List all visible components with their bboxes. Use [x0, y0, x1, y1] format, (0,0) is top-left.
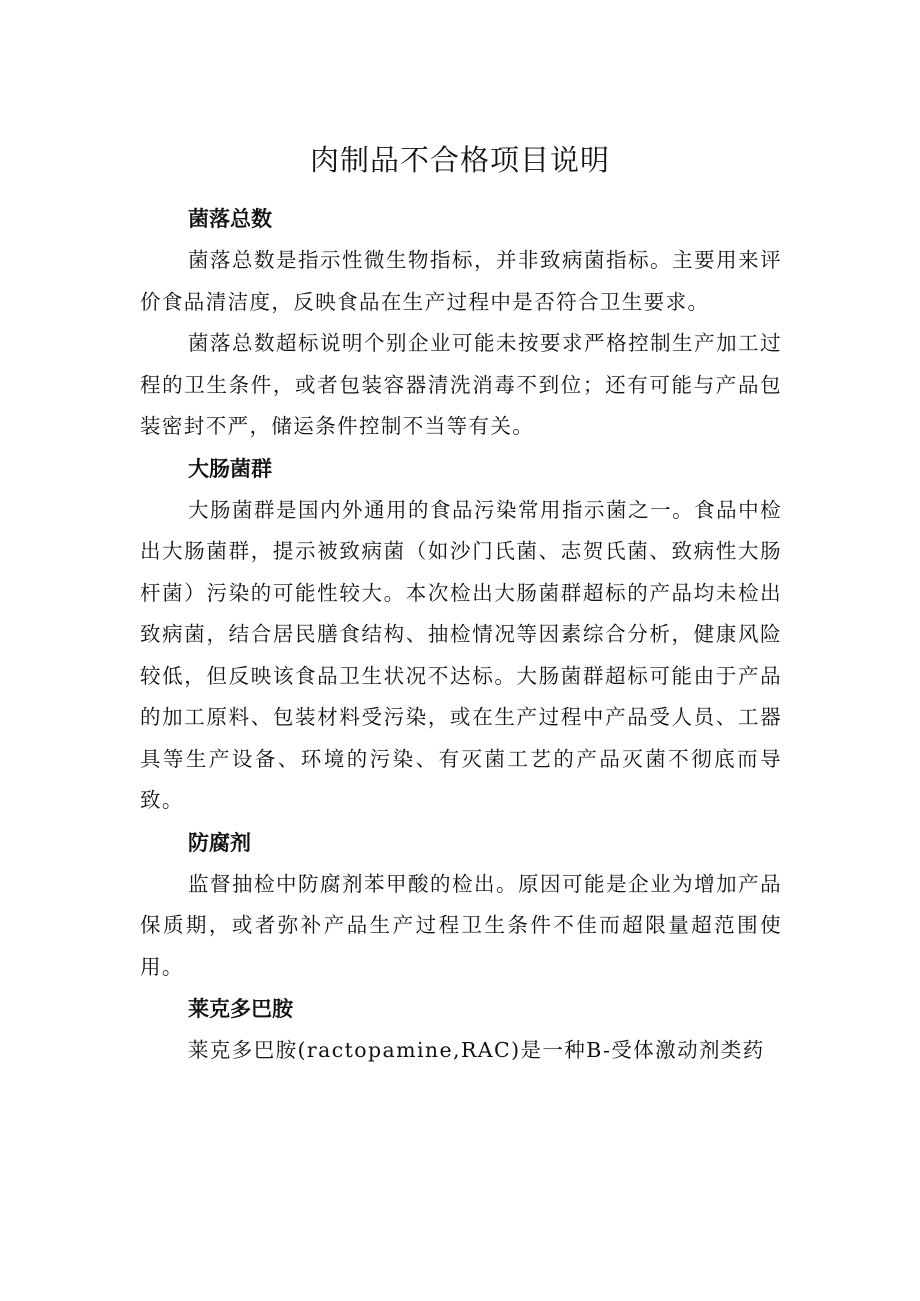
paragraph: 大肠菌群是国内外通用的食品污染常用指示菌之一。食品中检出大肠菌群，提示被致病菌（如沙门氏菌、志贺氏菌、致病性大肠杆菌）污染的可能性较大。本次检出大肠菌群超标的产品均未检出致病菌，结合居民膳食结构、抽检情况等因素综合分析，健康风险较低，但反映该食品卫生状况不达标。大肠菌群超标可能由于产品的加工原料、包装材料受污染，或在生产过程中产品受人员、工器具等生产设备、环境的污染、有灭菌工艺的产品灭菌不彻底而导致。 — [140, 497, 782, 812]
paragraph: 菌落总数超标说明个别企业可能未按要求严格控制生产加工过程的卫生条件，或者包装容器清洗消毒不到位；还有可能与产品包装密封不严，储运条件控制不当等有关。 — [140, 331, 782, 438]
paragraph: 莱克多巴胺(ractopamine,RAC)是一种B-受体激动剂类药 — [188, 1038, 765, 1062]
page-title: 肉制品不合格项目说明 — [309, 143, 610, 177]
paragraph: 菌落总数是指示性微生物指标，并非致病菌指标。主要用来评价食品清洁度，反映食品在生产过程中是否符合卫生要求。 — [140, 248, 782, 314]
section-ractopamine — [140, 988, 782, 1072]
section-heading: 大肠菌群 — [188, 456, 272, 481]
document-body — [140, 198, 782, 1072]
section-coliforms — [140, 448, 782, 822]
section-total-bacterial-count — [140, 198, 782, 448]
section-heading: 菌落总数 — [188, 207, 272, 231]
section-heading: 莱克多巴胺 — [188, 997, 293, 1021]
paragraph: 监督抽检中防腐剂苯甲酸的检出。原因可能是企业为增加产品保质期，或者弥补产品生产过程卫生条件不佳而超限量超范围使用。 — [140, 871, 782, 979]
section-heading: 防腐剂 — [188, 830, 251, 855]
section-preservatives — [140, 822, 782, 989]
